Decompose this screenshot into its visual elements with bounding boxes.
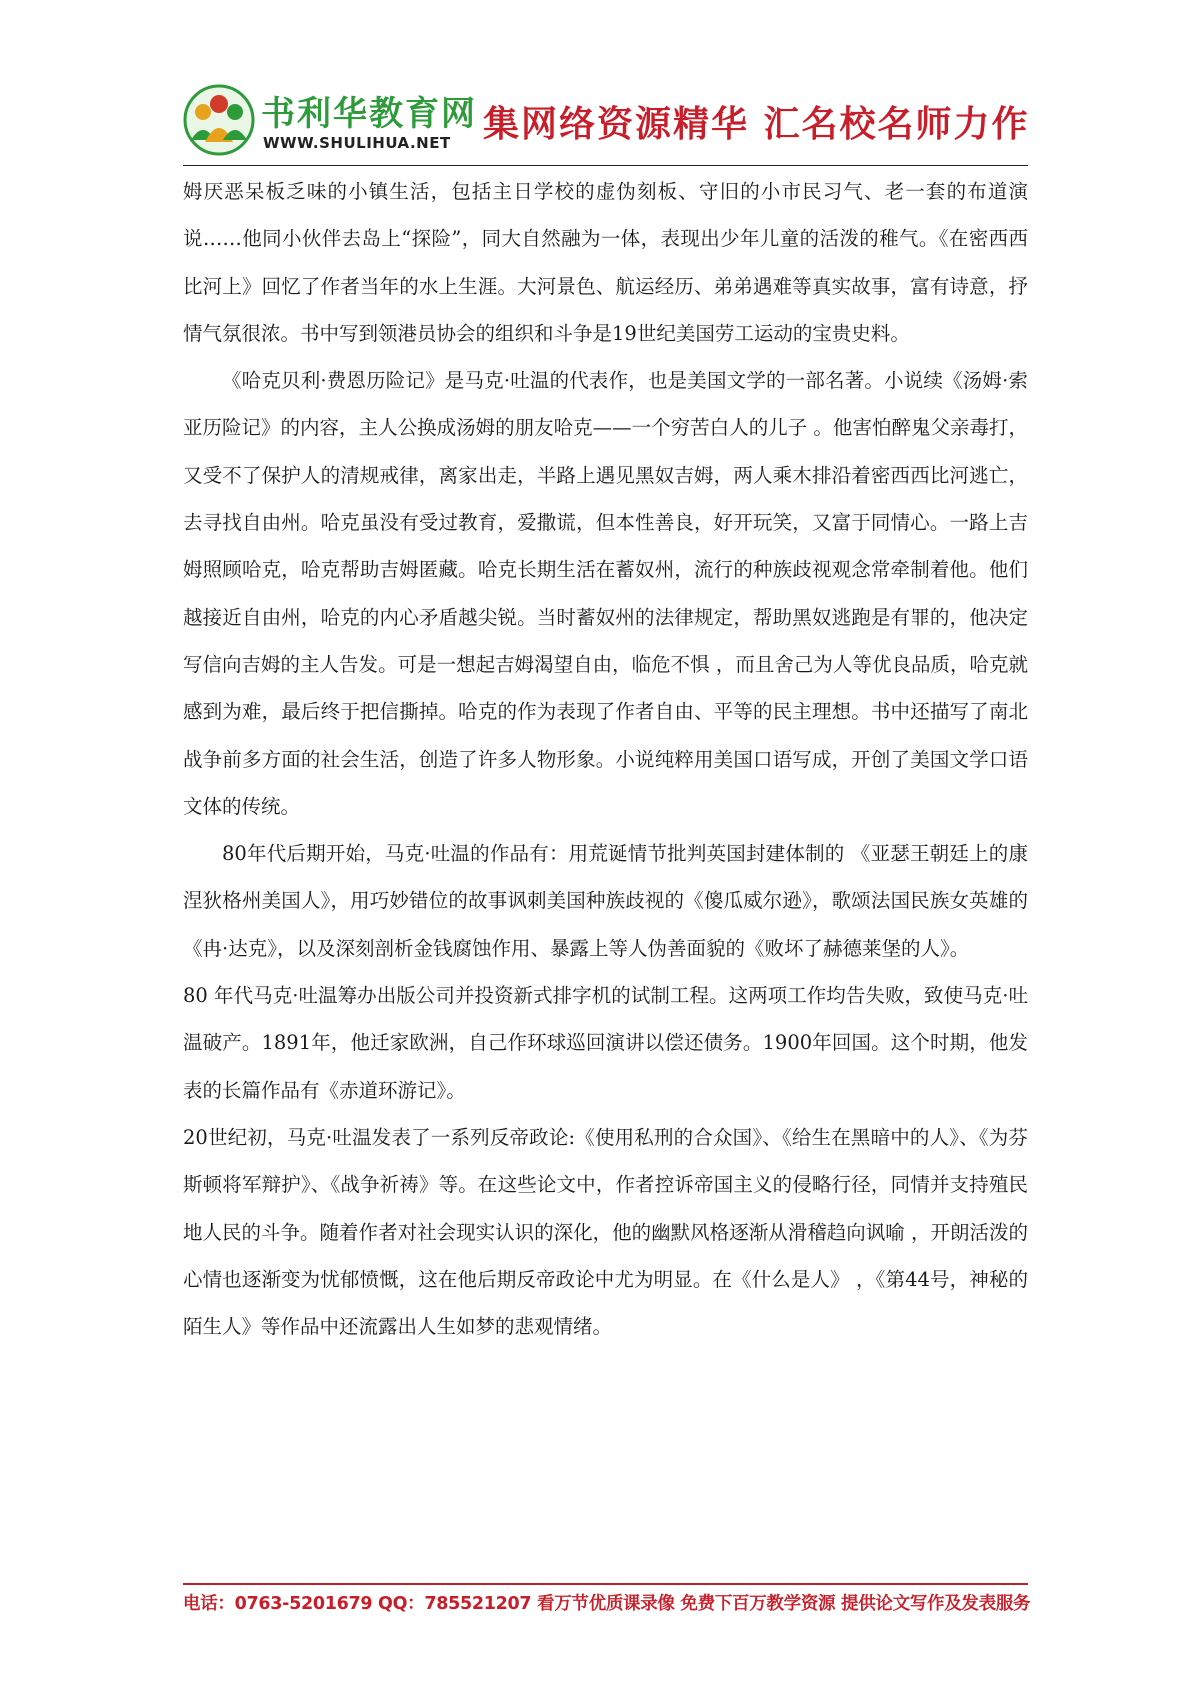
header-divider [183, 165, 1028, 166]
page-header [183, 82, 1028, 167]
header-slogan: 集网络资源精华 汇名校名师力作 [483, 104, 1030, 145]
paragraph: 姆厌恶呆板乏味的小镇生活，包括主日学校的虚伪刻板、守旧的小市民习气、老一套的布道演说……他同小伙伴去岛上“探险”，同大自然融为一体，表现出少年儿童的活泼的稚气。《在密西西比河上》回忆了作者当年的水上生涯。大河景色、航运经历、弟弟遇难等真实故事，富有诗意，抒情气氛很浓。书中写到领港员协会的组织和斗争是19世纪美国劳工运动的宝贵史料。 [183, 180, 1028, 345]
paragraph: 20世纪初，马克·吐温发表了一系列反帝政论:《使用私刑的合众国》、《给生在黑暗中的人》、《为芬斯顿将军辩护》、《战争祈祷》等。在这些论文中，作者控诉帝国主义的侵略行径，同情并支持殖民地人民的斗争。随着作者对社会现实认识的深化，他的幽默风格逐渐从滑稽趋向讽喻 ，开朗活泼的心情也逐渐变为忧郁愤慨，这在他后期反帝政论中尤为明显。在《什么是人》 ，《第44号，神秘的陌生人》等作品中还流露出人生如梦的悲观情绪。 [183, 1125, 1028, 1339]
paragraph: 《哈克贝利·费恩历险记》是马克·吐温的代表作，也是美国文学的一部名著。小说续《汤姆·索亚历险记》的内容，主人公换成汤姆的朋友哈克——一个穷苦白人的儿子 。他害怕醉鬼父亲毒打，又受不了保护人的清规戒律，离家出走，半路上遇见黑奴吉姆，两人乘木排沿着密西西比河逃亡，去寻找自由州。哈克虽没有受过教育，爱撒谎，但本性善良，好开玩笑，又富于同情心。一路上吉姆照顾哈克，哈克帮助吉姆匿藏。哈克长期生活在蓄奴州，流行的种族歧视观念常牵制着他。他们越接近自由州，哈克的内心矛盾越尖锐。当时蓄奴州的法律规定，帮助黑奴逃跑是有罪的，他决定写信向吉姆的主人告发。可是一想起吉姆渴望自由，临危不惧 ，而且舍己为人等优良品质，哈克就感到为难，最后终于把信撕掉。哈克的作为表现了作者自由、平等的民主理想。书中还描写了南北战争前多方面的社会生活，创造了许多人物形象。小说纯粹用美国口语写成，开创了美国文学口语文体的传统。 [183, 369, 1028, 818]
logo-url: WWW.SHULIHUA.NET [263, 134, 451, 152]
paragraph: 80年代后期开始，马克·吐温的作品有：用荒诞情节批判英国封建体制的 《亚瑟王朝廷上的康涅狄格州美国人》，用巧妙错位的故事讽刺美国种族歧视的《傻瓜威尔逊》，歌颂法国民族女英雄的《冉·达克》，以及深刻剖析金钱腐蚀作用、暴露上等人伪善面貌的《败坏了赫德莱堡的人》。 [183, 842, 1028, 960]
document-body [183, 168, 1028, 1350]
paragraph: 80 年代马克·吐温筹办出版公司并投资新式排字机的试制工程。这两项工作均告失败，致使马克·吐温破产。1891年，他迁家欧洲，自己作环球巡回演讲以偿还债务。1900年回国。这个时期，他发表的长篇作品有《赤道环游记》。 [183, 984, 1028, 1102]
people-circle-logo-icon [183, 84, 255, 156]
footer-contact: 电话：0763-5201679 QQ：785521207 看万节优质课录像 免费下百万教学资源 提供论文写作及发表服务 [183, 1594, 1031, 1614]
footer-divider [183, 1583, 1028, 1585]
logo-title: 书利华教育网 [261, 94, 477, 134]
